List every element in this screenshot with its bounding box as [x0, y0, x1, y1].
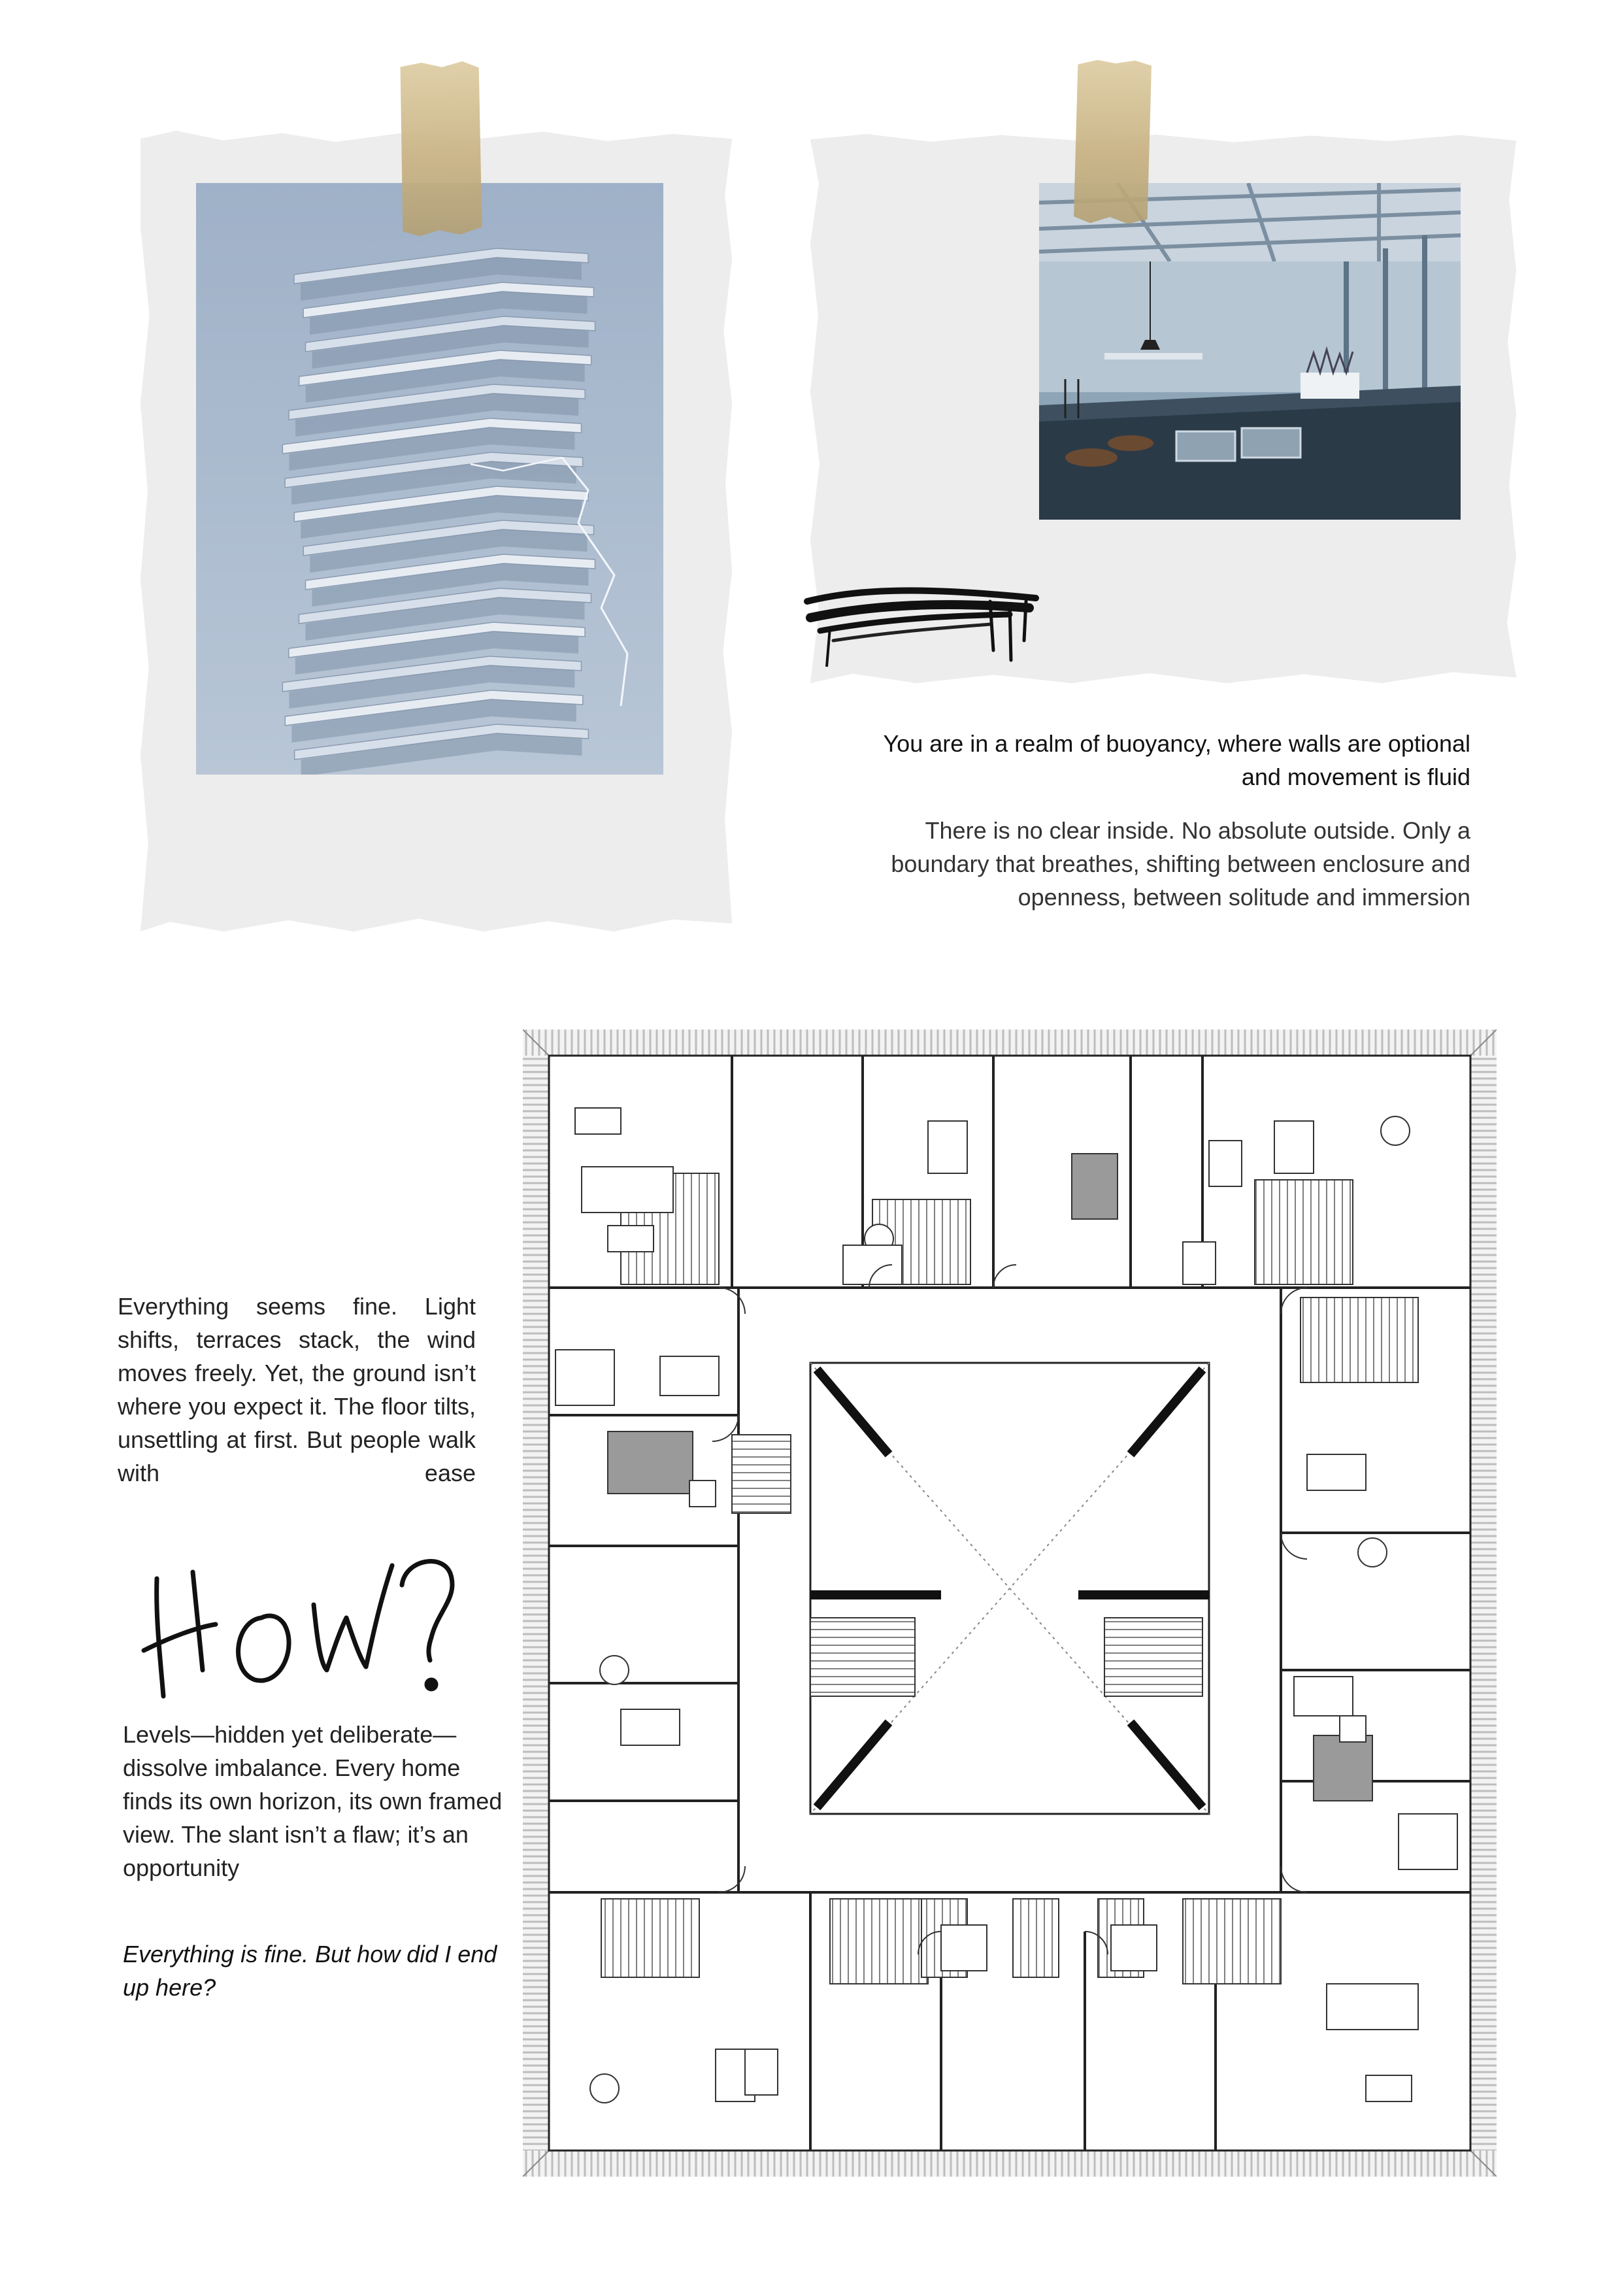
tower-building-icon	[196, 183, 663, 775]
closing-question: Everything is fine. But how did I end up here?	[123, 1941, 497, 2001]
levels-paragraph: Levels—hidden yet deliberate—dissolve imbalance. Every home finds its own horizon, its own framed view. The slant isn’t a flaw; it’s an opportunity	[123, 1721, 503, 1881]
quote-body: There is no clear inside. No absolute outside. Only a boundary that breathes, shifting between enclosure and openness, between solitude and immersion	[891, 817, 1470, 911]
handwritten-how-icon	[131, 1539, 471, 1709]
tape-strip-left	[397, 61, 484, 237]
quote-title: You are in a realm of buoyancy, where walls are optional and movement is fluid	[883, 730, 1470, 790]
tape-strip-right	[1074, 59, 1152, 224]
brush-stroke-icon	[794, 569, 1055, 680]
interior-kitchen-icon	[1039, 183, 1461, 520]
building-photo	[196, 183, 663, 775]
intro-paragraph: Everything seems fine. Light shifts, terraces stack, the wind moves freely. Yet, the ground isn’t where you expect it. The floor tilts, unsettling at first. But people walk with ease	[118, 1293, 476, 1486]
floor-plan-drawing	[523, 1029, 1497, 2177]
kitchen-photo	[1039, 183, 1461, 520]
